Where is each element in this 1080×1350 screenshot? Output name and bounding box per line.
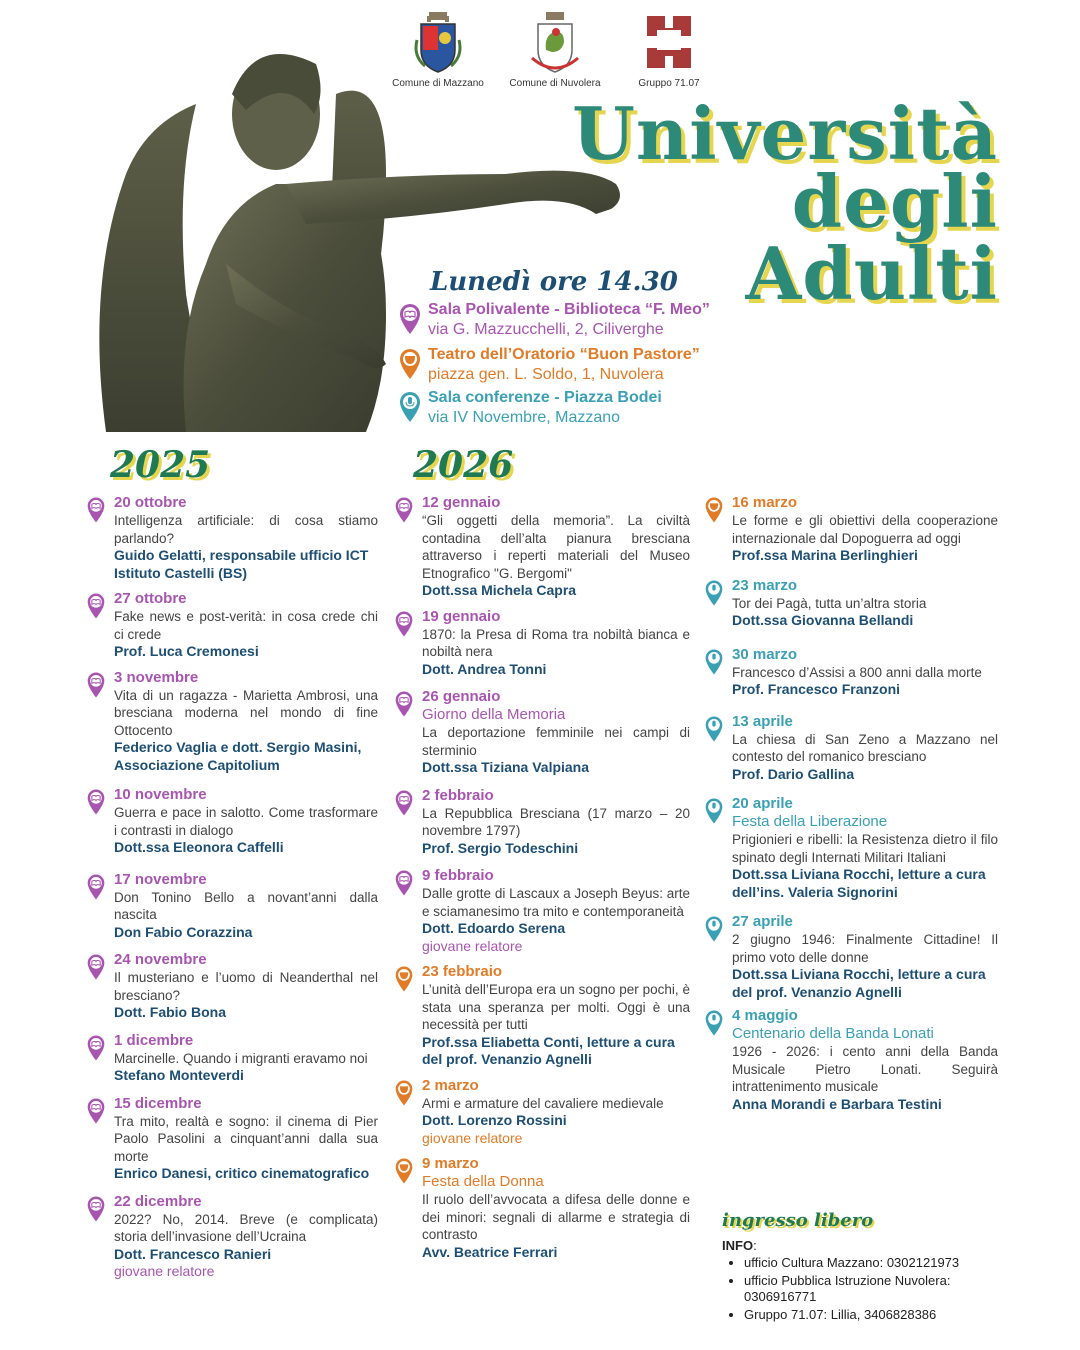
venue-address: via G. Mazzucchelli, 2, Ciliverghe xyxy=(428,321,664,338)
event-item xyxy=(396,688,690,777)
event-description: Tor dei Pagà, tutta un’altra storia xyxy=(732,595,927,611)
book-pin-icon xyxy=(86,1195,106,1223)
event-date: 2 febbraio xyxy=(422,786,494,804)
event-item xyxy=(88,786,378,857)
theater-mask-pin-icon xyxy=(704,496,724,524)
event-speaker: Prof. Francesco Franzoni xyxy=(732,681,901,697)
book-pin-icon xyxy=(86,592,106,620)
event-speaker: Dott. Lorenzo Rossini xyxy=(422,1112,567,1128)
microphone-pin-icon xyxy=(704,715,724,743)
event-description: Vita di un ragazza - Marietta Ambrosi, una bresciana moderna nel mondo di fine Ottocento xyxy=(114,687,378,738)
event-item xyxy=(88,871,378,942)
event-subtitle: Festa della Liberazione xyxy=(732,813,888,830)
event-item xyxy=(396,867,690,955)
venue-address: piazza gen. L. Soldo, 1, Nuvolera xyxy=(428,366,664,383)
event-description: 1926 - 2026: i cento anni della Banda Musicale Pietro Lonati. Seguirà intrattenimento musicale xyxy=(732,1044,998,1094)
book-pin-icon xyxy=(398,303,422,335)
venue-name: Sala Polivalente - Biblioteca “F. Meo” xyxy=(428,301,710,318)
year-2025: 2025 xyxy=(110,444,211,486)
event-speaker: Dott.ssa Liviana Rocchi, letture a cura dell’ins. Valeria Signorini xyxy=(732,866,986,900)
info-list xyxy=(722,1255,1022,1323)
book-pin-icon xyxy=(394,869,414,897)
event-speaker: Dott.ssa Giovanna Bellandi xyxy=(732,612,914,628)
event-note: giovane relatore xyxy=(114,1263,215,1279)
venue-address: via IV Novembre, Mazzano xyxy=(428,409,621,426)
event-item xyxy=(706,1007,998,1113)
event-speaker: Guido Gelatti, responsabile ufficio ICT Istituto Castelli (BS) xyxy=(114,547,369,581)
theater-mask-pin-icon xyxy=(398,348,422,380)
event-speaker: Dott.ssa Eleonora Caffelli xyxy=(114,839,284,855)
book-pin-icon xyxy=(86,1097,106,1125)
event-item xyxy=(88,1095,378,1183)
event-date: 23 febbraio xyxy=(422,963,503,980)
event-date: 16 marzo xyxy=(732,494,798,511)
event-description: 2022? No, 2014. Breve (e complicata) storia dell’invasione dell’Ucraina xyxy=(114,1211,378,1244)
info-box: INFO: • ufficio Cultura Mazzano: 0302121973 • ufficio Pubblica Istruzione Nuvolera: 0306916771 • Gruppo 71.07: Lillia, 3406828386 xyxy=(722,1238,1022,1325)
event-speaker: Prof.ssa Eliabetta Conti, letture a cura del prof. Venanzio Agnelli xyxy=(422,1033,675,1067)
event-speaker: Dott. Francesco Ranieri xyxy=(114,1245,272,1262)
event-subtitle: Centenario della Banda Lonati xyxy=(732,1025,934,1042)
venue-name: Teatro dell’Oratorio “Buon Pastore” xyxy=(428,346,700,363)
events-column-2026-b xyxy=(706,494,998,1113)
event-speaker: Dott. Fabio Bona xyxy=(114,1004,226,1020)
book-pin-icon xyxy=(394,496,414,524)
event-note: giovane relatore xyxy=(422,1129,523,1146)
event-speaker: Prof. Luca Cremonesi xyxy=(114,643,259,659)
book-pin-icon xyxy=(86,1034,106,1062)
event-item xyxy=(396,963,690,1069)
event-speaker: Avv. Beatrice Ferrari xyxy=(422,1243,558,1260)
event-speaker: Anna Morandi e Barbara Testini xyxy=(732,1095,942,1112)
event-description: La deportazione femminile nei campi di sterminio xyxy=(422,725,690,758)
event-description: Armi e armature del cavaliere medievale xyxy=(422,1095,664,1111)
events-column-2026-a xyxy=(396,494,690,1261)
event-date: 23 marzo xyxy=(732,576,798,594)
event-speaker: Stefano Monteverdi xyxy=(114,1067,244,1083)
event-date: 30 marzo xyxy=(732,645,798,663)
event-item xyxy=(706,913,998,1001)
book-pin-icon xyxy=(394,690,414,718)
event-date: 2 marzo xyxy=(422,1076,479,1094)
microphone-pin-icon xyxy=(704,1009,724,1037)
event-date: 17 novembre xyxy=(114,870,207,888)
book-pin-icon xyxy=(86,873,106,901)
event-subtitle: Festa della Donna xyxy=(422,1173,544,1190)
event-subtitle: Giorno della Memoria xyxy=(422,706,566,723)
logo-caption: Gruppo 71.07 xyxy=(638,78,700,89)
event-speaker: Dott.ssa Michela Capra xyxy=(422,582,577,598)
event-date: 13 aprile xyxy=(732,712,793,730)
event-item xyxy=(88,590,378,661)
event-speaker: Dott.ssa Liviana Rocchi, letture a cura del prof. Venanzio Agnelli xyxy=(732,966,986,1000)
info-heading: INFO xyxy=(722,1238,754,1253)
microphone-pin-icon xyxy=(704,915,724,943)
event-speaker: Prof. Sergio Todeschini xyxy=(422,839,579,856)
event-description: Dalle grotte di Lascaux a Joseph Beyus: arte e sciamanesimo tra mito e contemporaneità xyxy=(422,886,690,919)
event-date: 26 gennaio xyxy=(422,688,501,705)
event-item xyxy=(706,577,998,630)
event-description: La chiesa di San Zeno a Mazzano nel contesto del romanico bresciano xyxy=(732,731,998,764)
event-item xyxy=(88,494,378,582)
event-speaker: Dott.ssa Tiziana Valpiana xyxy=(422,759,590,775)
event-speaker: Dott. Edoardo Serena xyxy=(422,920,566,936)
event-speaker: Don Fabio Corazzina xyxy=(114,923,253,940)
venue-name: Sala conferenze - Piazza Bodei xyxy=(428,389,662,406)
event-date: 9 marzo xyxy=(422,1155,479,1172)
event-date: 20 aprile xyxy=(732,795,793,812)
microphone-pin-icon xyxy=(704,579,724,607)
title-line-3: Adulti xyxy=(745,231,998,316)
info-item: • ufficio Pubblica Istruzione Nuvolera: 0306916771 xyxy=(744,1273,1022,1305)
event-item xyxy=(88,951,378,1022)
events-column-2025 xyxy=(88,494,378,1281)
event-item xyxy=(396,1155,690,1261)
book-pin-icon xyxy=(86,496,106,524)
event-date: 3 novembre xyxy=(114,668,199,686)
event-item xyxy=(706,795,998,901)
event-speaker: Dott. Andrea Tonni xyxy=(422,660,547,677)
event-description: Prigionieri e ribelli: la Resistenza dietro il filo spinato degli Internati Militari Italiani xyxy=(732,832,998,865)
microphone-pin-icon xyxy=(398,391,422,423)
schedule-time: Lunedì ore 14.30 xyxy=(430,267,678,297)
event-description: Don Tonino Bello a novant’anni dalla nascita xyxy=(114,889,378,922)
event-description: Le forme e gli obiettivi della cooperazione internazionale dal Dopoguerra ad oggi xyxy=(732,513,998,546)
event-date: 9 febbraio xyxy=(422,867,494,884)
event-description: Fake news e post-verità: in cosa crede chi ci crede xyxy=(114,609,378,642)
theater-mask-pin-icon xyxy=(394,1079,414,1107)
event-item xyxy=(396,1077,690,1148)
event-description: “Gli oggetti della memoria”. La civiltà contadina dell’alta pianura bresciana attraverso i reperti materiali del Museo Etnografico "G. Bergomi" xyxy=(422,513,690,581)
book-pin-icon xyxy=(86,671,106,699)
event-speaker: Enrico Danesi, critico cinematografico xyxy=(114,1165,370,1181)
event-item xyxy=(706,713,998,784)
event-description: Il ruolo dell’avvocata a difesa delle donne e dei minori: segnali di allarme e strategia di contrasto xyxy=(422,1192,690,1242)
book-pin-icon xyxy=(394,610,414,638)
event-speaker: Prof. Dario Gallina xyxy=(732,765,855,782)
year-2026: 2026 xyxy=(413,444,514,486)
event-item xyxy=(706,494,998,565)
theater-mask-pin-icon xyxy=(394,1157,414,1185)
event-item xyxy=(706,646,998,699)
event-date: 22 dicembre xyxy=(114,1192,202,1210)
event-description: Francesco d’Assisi a 800 anni dalla morte xyxy=(732,664,982,680)
book-pin-icon xyxy=(86,953,106,981)
event-item xyxy=(396,494,690,600)
event-speaker: Prof.ssa Marina Berlinghieri xyxy=(732,547,918,563)
event-description: Intelligenza artificiale: di cosa stiamo parlando? xyxy=(114,513,378,546)
event-description: 2 giugno 1946: Finalmente Cittadine! Il primo voto delle donne xyxy=(732,932,998,965)
event-note: giovane relatore xyxy=(422,937,523,954)
event-item xyxy=(396,608,690,679)
event-description: Guerra e pace in salotto. Come trasformare i contrasti in dialogo xyxy=(114,805,378,838)
info-item: • Gruppo 71.07: Lillia, 3406828386 xyxy=(744,1307,1022,1323)
theater-mask-pin-icon xyxy=(394,965,414,993)
book-pin-icon xyxy=(394,789,414,817)
book-pin-icon xyxy=(86,788,106,816)
event-description: Marcinelle. Quando i migranti eravamo noi xyxy=(114,1050,368,1066)
event-speaker: Federico Vaglia e dott. Sergio Masini, Associazione Capitolium xyxy=(114,739,362,773)
logo-caption: Comune di Nuvolera xyxy=(509,78,601,89)
event-description: 1870: la Presa di Roma tra nobiltà bianca e nobiltà nera xyxy=(422,626,690,659)
event-date: 1 dicembre xyxy=(114,1031,194,1049)
logo-caption: Comune di Mazzano xyxy=(392,78,484,89)
title-line-1: Università xyxy=(572,91,998,176)
event-date: 15 dicembre xyxy=(114,1094,202,1112)
event-item xyxy=(88,669,378,775)
event-date: 19 gennaio xyxy=(422,607,501,625)
event-date: 10 novembre xyxy=(114,786,207,803)
event-description: La Repubblica Bresciana (17 marzo – 20 novembre 1797) xyxy=(422,805,690,838)
event-item xyxy=(396,787,690,858)
event-date: 12 gennaio xyxy=(422,494,501,511)
info-item: • ufficio Cultura Mazzano: 0302121973 xyxy=(744,1255,1022,1271)
event-item xyxy=(88,1032,378,1085)
event-description: L’unità dell’Europa era un sogno per pochi, è stata una speranza per molti. Oggi è una necessità per tutti xyxy=(422,982,690,1032)
event-date: 27 ottobre xyxy=(114,590,187,607)
microphone-pin-icon xyxy=(704,797,724,825)
gruppo-7107-logo-icon xyxy=(641,10,697,74)
event-description: Il musteriano e l’uomo di Neanderthal nel bresciano? xyxy=(114,970,378,1003)
event-description: Tra mito, realtà e sogno: il cinema di Pier Paolo Pasolini a cinquant’anni dalla sua morte xyxy=(114,1113,378,1164)
title-line-2: degli xyxy=(791,159,998,244)
microphone-pin-icon xyxy=(704,648,724,676)
event-date: 4 maggio xyxy=(732,1007,798,1024)
event-date: 27 aprile xyxy=(732,913,793,930)
event-date: 20 ottobre xyxy=(114,494,187,511)
logo-gruppo xyxy=(614,10,724,89)
free-entry-label: ingresso libero xyxy=(722,1210,874,1231)
event-date: 24 novembre xyxy=(114,951,207,968)
event-item xyxy=(88,1193,378,1281)
